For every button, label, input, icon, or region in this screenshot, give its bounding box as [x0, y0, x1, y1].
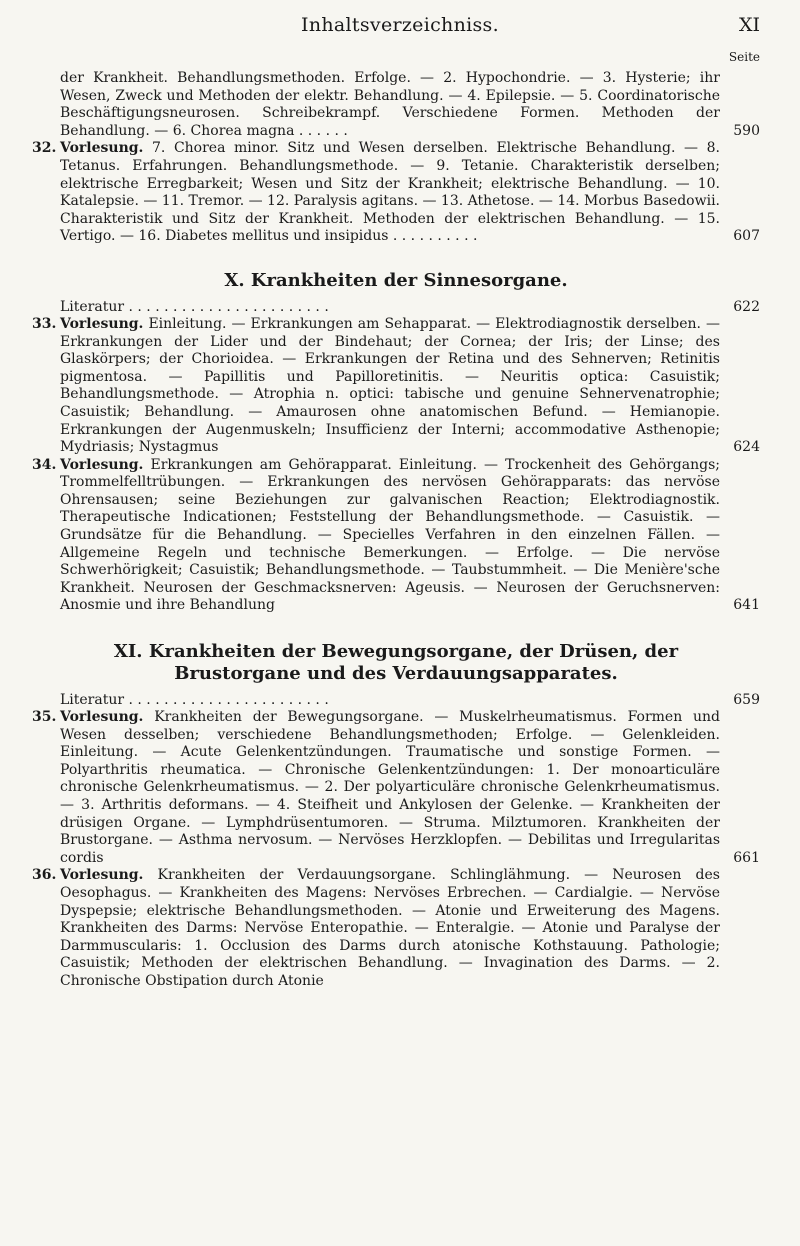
toc-entry-32 — [32, 140, 760, 246]
entry-text: 7. Chorea minor. Sitz und Wesen derselben. Elektrische Behandlung. — 8. Tetanus. Erfahrungen. Behandlungsmethode. — 9. Tetanie. Charakteristik derselben; elektrische Erregbarkeit; Wesen und Sitz der Krankheit; elektrische Behandlung. — 10. Katalepsie. — 11. Tremor. — 12. Paralysis agitans. — 13. Athetose. — 14. Morbus Basedowii. Charakteristik und Sitz der Krankheit. Methoden der elektrischen Behandlung. — 15. Vertigo. — 16. Diabetes mellitus und insipidus . . . . . . . . . . — [60, 140, 720, 245]
page-header — [40, 14, 760, 44]
chapter-heading-xi: XI. Krankheiten der Bewegungsorgane, der Drüsen, der Brustorgane und des Verdauungsapparates. — [113, 641, 679, 685]
toc-entry-continued — [32, 70, 760, 140]
page-number: XI — [738, 14, 760, 36]
seite-label: Seite — [728, 50, 760, 64]
entry-page: 622 — [733, 298, 760, 315]
entry-lead: Vorlesung. — [60, 867, 144, 884]
toc-entry-35 — [32, 709, 760, 867]
toc-entry-36 — [32, 867, 760, 990]
entry-text: Einleitung. — Erkrankungen am Sehapparat. — Elektrodiagnostik derselben. — Erkrankungen der Lider und der Bindehaut; der Cornea; der Iris; der Linse; des Glaskörpers; der Chorioidea. — Erkrankungen der Retina und des Sehnerven; Retinitis pigmentosa. — Papillitis und Papilloretinitis. — Neuritis optica: Casuistik; Behandlungsmethode. — Atrophia n. optici: tabische und genuine Sehnervenatrophie; Casuistik; Behandlung. — Amaurosen ohne anatomischen Befund. — Hemianopie. Erkrankungen der Augenmuskeln; Insufficienz der Interni; accommodative Asthenopie; Mydriasis; Nystagmus — [60, 315, 720, 456]
entry-number: 34. — [32, 456, 57, 473]
entry-page: 607 — [733, 228, 760, 245]
entry-number: 35. — [32, 709, 57, 726]
entry-page: 659 — [733, 692, 760, 709]
entry-page: 624 — [733, 439, 760, 456]
toc-entry-34 — [32, 457, 760, 615]
table-of-contents — [32, 70, 760, 991]
entry-page: 661 — [733, 849, 760, 866]
entry-text: Krankheiten der Verdauungsorgane. Schlinglähmung. — Neurosen des Oesophagus. — Krankheiten des Magens: Nervöses Erbrechen. — Cardialgie. — Nervöse Dyspepsie; elektrische Behandlungsmethoden. — Atonie und Erweiterung des Magens. Krankheiten des Darms: Nervöse Enteropathie. — Enteralgie. — Atonie und Paralyse der Darmmuscularis: 1. Occlusion des Darms durch atonische Kothstauung. Pathologie; Casuistik; Methoden der elektrischen Behandlung. — Invagination des Darms. — 2. Chronische Obstipation durch Atonie — [60, 867, 720, 989]
entry-lead: Vorlesung. — [60, 140, 144, 157]
chapter-heading-x: X. Krankheiten der Sinnesorgane. — [224, 269, 568, 291]
toc-entry-33 — [32, 316, 760, 457]
entry-page: 590 — [733, 122, 760, 139]
running-title: Inhaltsverzeichniss. — [301, 14, 499, 36]
entry-number: 32. — [32, 140, 57, 157]
entry-page: 641 — [733, 597, 760, 614]
literatur-label: Literatur . . . . . . . . . . . . . . . . . . . . . . . — [60, 692, 329, 709]
entry-lead: Vorlesung. — [60, 709, 144, 726]
entry-text: Erkrankungen am Gehörapparat. Einleitung. — Trockenheit des Gehörgangs; Trommelfelltrübungen. — Erkrankungen des nervösen Gehörapparats: das nervöse Ohrensausen; seine Beziehungen zur galvanischen Reaction; Elektrodiagnostik. Therapeutische Indicationen; Feststellung der Behandlungsmethode. — Casuistik. — Grundsätze für die Behandlung. — Specielles Verfahren in den einzelnen Fällen. — Allgemeine Regeln und technische Bemerkungen. — Erfolge. — Die nervöse Schwerhörigkeit; Casuistik; Behandlungsmethode. — Taubstummheit. — Die Menière'sche Krankheit. Neurosen der Geschmacksnerven: Ageusis. — Neurosen der Geruchsnerven: Anosmie und ihre Behandlung — [60, 456, 720, 614]
entry-text: Krankheiten der Bewegungsorgane. — Muskelrheumatismus. Formen und Wesen desselben; verschiedene Behandlungsmethoden; Erfolge. — Gelenkleiden. Einleitung. — Acute Gelenkentzündungen. Traumatische und sonstige Formen. — Polyarthritis rheumatica. — Chronische Gelenkentzündungen: 1. Der monoarticuläre chronische Gelenkrheumatismus. — 2. Der polyarticuläre chronische Gelenkrheumatismus. — 3. Arthritis deformans. — 4. Steifheit und Ankylosen der Gelenke. — Krankheiten der drüsigen Organe. — Lymphdrüsentumoren. — Struma. Milztumoren. Krankheiten der Brustorgane. — Asthma nervosum. — Nervöses Herzklopfen. — Debilitas und Irregularitas cordis — [60, 709, 720, 866]
entry-text: der Krankheit. Behandlungsmethoden. Erfolge. — 2. Hypochondrie. — 3. Hysterie; ihr Wesen, Zweck und Methoden der elektr. Behandlung. — 4. Epilepsie. — 5. Coordinatorische Beschäftigungsneurosen. Schreibekrampf. Verschiedene Formen. Methoden der Behandlung. — 6. Chorea magna . . . . . . — [60, 70, 720, 139]
entry-number: 36. — [32, 867, 57, 884]
literatur-label: Literatur . . . . . . . . . . . . . . . . . . . . . . . — [60, 298, 329, 315]
literatur-line — [32, 298, 760, 316]
entry-lead: Vorlesung. — [60, 315, 144, 332]
entry-number: 33. — [32, 315, 57, 332]
entry-lead: Vorlesung. — [60, 456, 144, 473]
literatur-line — [32, 691, 760, 709]
